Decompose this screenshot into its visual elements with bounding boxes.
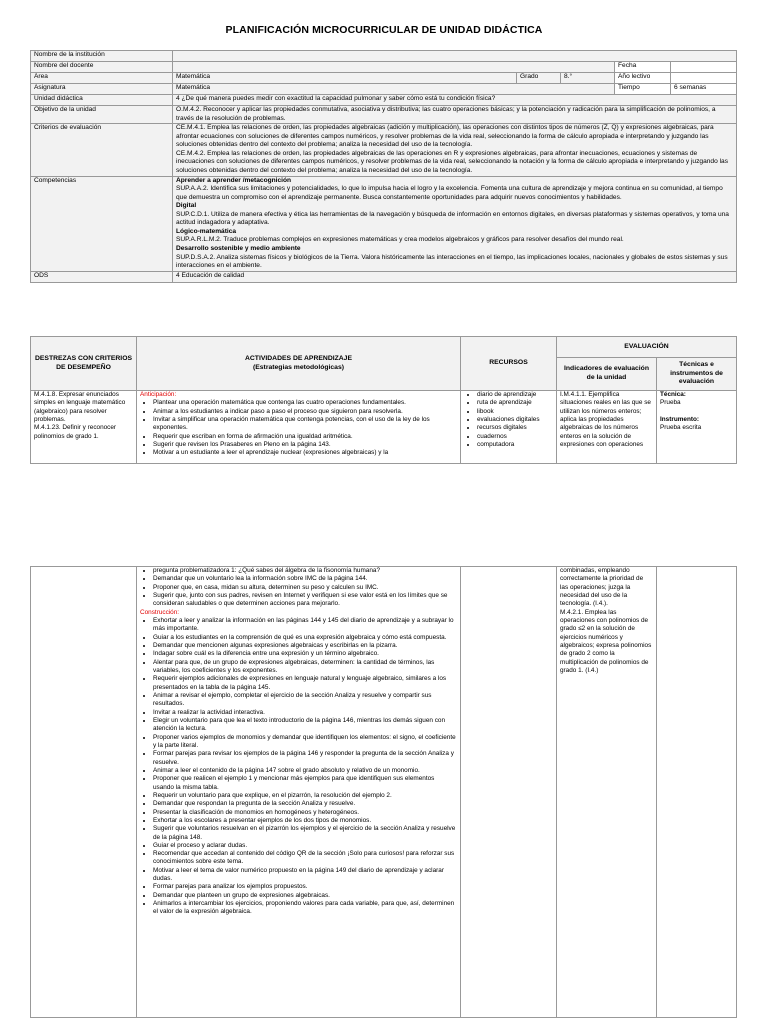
list-item: • Recomendar que accedan al contenido del código QR de la sección ¡Solo para curiosos! para reforzar sus conocimientos sobre este tema. xyxy=(153,850,457,867)
header-tecnicas: Técnicas e instrumentos de evaluación xyxy=(657,358,737,391)
list-item: • Demandar que mencionen algunas expresiones algebraicas y escribirlas en la pizarra. xyxy=(153,642,457,650)
list-item: • Sugerir que voluntarios resuelvan en el pizarrón los ejemplos y el ejercicio de la sección Analiza y resuelve de la página 148. xyxy=(153,825,457,842)
grade-label: Grado xyxy=(517,73,561,84)
subject-label: Asignatura xyxy=(31,84,173,95)
header-actividades-sub: (Estrategias metodológicas) xyxy=(252,363,345,371)
competency-title: Digital xyxy=(176,202,197,210)
actividades-cell xyxy=(137,391,461,464)
subject-value: Matemática xyxy=(173,84,615,95)
date-value xyxy=(671,62,737,73)
competencies-value xyxy=(173,176,737,271)
list-item: • Proponer varios ejemplos de monomios y demandar que identifiquen los elementos: el signo, el coeficiente y la parte literal. xyxy=(153,734,457,751)
list-item: • Sugerir que, junto con sus padres, revisen en Internet y verifiquen si ese valor está en los límites que se consideran saludables o que determinen acciones para mejorarlo. xyxy=(153,592,457,609)
list-item: • Formar parejas para revisar los ejemplos de la página 146 y responder la pregunta de la sección Analiza y resuelve. xyxy=(153,750,457,767)
list-item: • Invitar a simplificar una operación matemática que contenga potencias, con el uso de la ley de los exponentes. xyxy=(153,416,457,433)
destrezas-cell-cont xyxy=(31,567,137,1018)
resource-item: • computadora xyxy=(477,441,553,449)
list-item: • Indagar sobre cuál es la diferencia entre una expresión y un término algebraico. xyxy=(153,650,457,658)
time-label: Tiempo xyxy=(615,84,671,95)
institution-label: Nombre de la institución xyxy=(31,51,173,62)
header-recursos: RECURSOS xyxy=(461,337,557,391)
list-item: • Requerir que escriban en forma de afirmación una igualdad aritmética. xyxy=(153,433,457,441)
ods-label: ODS xyxy=(31,271,173,282)
list-item: • Demandar que planteen un grupo de expresiones algebraicas. xyxy=(153,892,457,900)
recursos-cell-cont xyxy=(461,567,557,1018)
unit-value: 4 ¿De qué manera puedes medir con exactitud la capacidad pulmonar y saber cómo está tu condición física? xyxy=(173,95,737,106)
area-label: Área xyxy=(31,73,173,84)
teacher-label: Nombre del docente xyxy=(31,62,173,73)
area-value: Matemática xyxy=(173,73,517,84)
list-item: • Exhortar a los escolares a presentar ejemplos de los dos tipos de monomios. xyxy=(153,817,457,825)
competency-text: SUP.A.A.2. Identifica sus limitaciones y potencialidades, lo que lo impulsa hacia el logro y la excelencia. Fomenta una cultura de aprendizaje y mejora continua en su comunidad, al tiempo que demuestra un compromiso con el aprendizaje permanente. Busca constantemente oportunidades para adquirir nuevos conocimientos y habilidades. xyxy=(176,185,723,201)
list-item: • Presentar la clasificación de monomios en homogéneos y heterogéneos. xyxy=(153,809,457,817)
header-actividades-title: ACTIVIDADES DE APRENDIZAJE xyxy=(244,354,352,362)
page-title: PLANIFICACIÓN MICROCURRICULAR DE UNIDAD DIDÁCTICA xyxy=(225,24,543,36)
destreza-item: M.4.1.8. Expresar enunciados simples en lenguaje matemático (algebraico) para resolver problemas. xyxy=(34,391,126,423)
header-indicadores: Indicadores de evaluación de la unidad xyxy=(557,358,657,391)
objective-value: O.M.4.2. Reconocer y aplicar las propiedades conmutativa, asociativa y distributiva; las cuatro operaciones básicas; y la potenciación y radicación para la simplificación de polinomios, a través de la resolución de problemas. xyxy=(173,106,737,124)
indicadores-cell-cont xyxy=(557,567,657,1018)
list-item: • Formar parejas para analizar los ejemplos propuestos. xyxy=(153,883,457,891)
list-item: • Demandar que un voluntario lea la información sobre IMC de la página 144. xyxy=(153,575,457,583)
school-year-label: Año lectivo xyxy=(615,73,671,84)
list-item: • Invitar a realizar la actividad interactiva. xyxy=(153,709,457,717)
criteria-label: Criterios de evaluación xyxy=(31,124,173,176)
unit-label: Unidad didáctica xyxy=(31,95,173,106)
resource-item: • ruta de aprendizaje xyxy=(477,399,553,407)
competency-text: SUP.D.S.A.2. Analiza sistemas físicos y biológicos de la Tierra. Valora históricamente las interacciones en el tiempo, las implicaciones locales, nacionales y globales de estos sistemas y sus interacciones en el ambiente. xyxy=(176,253,728,270)
list-item: • Proponer que realicen el ejemplo 1 y mencionar más ejemplos para que identifiquen sus elementos usando la misma tabla. xyxy=(153,775,457,792)
criteria-value xyxy=(173,124,737,176)
institution-value xyxy=(173,51,737,62)
list-item: • Animar a los estudiantes a indicar paso a paso el proceso que siguieron para resolverla. xyxy=(153,408,457,416)
indicadores-cell: I.M.4.1.1. Ejemplifica situaciones reales en las que se utilizan los números enteros; aplica las propiedades algebraicas de los números enteros en la solución de expresiones con operaciones xyxy=(557,391,657,464)
competency-title: Lógico-matemática xyxy=(176,227,237,235)
objective-label: Objetivo de la unidad xyxy=(31,106,173,124)
header-destrezas: DESTREZAS CON CRITERIOS DE DESEMPEÑO xyxy=(31,337,137,391)
resource-item: • cuadernos xyxy=(477,433,553,441)
phase-construccion: Construcción: xyxy=(140,608,180,616)
list-item: • Requerir un voluntario para que explique, en el pizarrón, la resolución del ejemplo 2. xyxy=(153,792,457,800)
destreza-item: M.4.1.23. Definir y reconocer polinomios de grado 1. xyxy=(34,424,117,440)
list-item: • Requerir ejemplos adicionales de expresiones en lenguaje natural y lenguaje algebraico, similares a los presentados en la tabla de la página 145. xyxy=(153,675,457,692)
list-item: • Plantear una operación matemática que contenga las cuatro operaciones fundamentales. xyxy=(153,399,457,407)
list-item: • Guiar el proceso y aclarar dudas. xyxy=(153,842,457,850)
tecnicas-cell-cont xyxy=(657,567,737,1018)
actividades-cell-cont xyxy=(137,567,461,1018)
activities-table xyxy=(30,336,737,464)
list-item: • Exhortar a leer y analizar la información en las páginas 144 y 145 del diario de aprendizaje y a subrayar lo más importante. xyxy=(153,617,457,634)
list-item: • Elegir un voluntario para que lea el texto introductorio de la página 146, mientras los demás siguen con atención la lectura. xyxy=(153,717,457,734)
tecnica-label: Técnica: xyxy=(660,391,686,398)
indicator-continuation: combinadas, empleando correctamente la prioridad de las operaciones; juzga la necesidad del uso de la tecnología. (I.4.). xyxy=(560,567,644,608)
criterion-item: CE.M.4.1. Emplea las relaciones de orden, las propiedades algebraicas (adición y multiplicación), las operaciones con distintos tipos de números (Z, Q) y expresiones algebraicas, para afrontar ecuaciones con soluciones de diferentes campos numéricos, y resolver problemas de la vida real, seleccionando la forma de cálculo apropiada e interpretando y juzgando las soluciones obtenidas dentro del contexto del problema; analiza la necesidad del uso de la tecnología. xyxy=(176,124,714,149)
date-label: Fecha xyxy=(615,62,671,73)
indicator-item: M.4.2.1. Emplea las operaciones con polinomios de grado ≤2 en la solución de ejercicios numéricos y algebraicos; expresa polinomios de grado 2 como la multiplicación de polinomios de grado 1. (I.4.) xyxy=(560,608,652,674)
info-table xyxy=(30,50,737,283)
list-item: • Animar a revisar el ejemplo, completar el ejercicio de la sección Analiza y resuelve y compartir sus resultados. xyxy=(153,692,457,709)
instrumento-value: Prueba escrita xyxy=(660,423,702,431)
recursos-cell xyxy=(461,391,557,464)
resource-item: • recursos digitales xyxy=(477,424,553,432)
competency-title: Aprender a aprender /metacognición xyxy=(176,176,292,184)
teacher-value xyxy=(173,62,615,73)
time-value: 6 semanas xyxy=(671,84,737,95)
ods-value: 4 Educación de calidad xyxy=(173,271,737,282)
phase-anticipacion: Anticipación: xyxy=(140,391,177,398)
resource-item: • diario de aprendizaje xyxy=(477,391,553,399)
list-item: • Motivar a un estudiante a leer el aprendizaje nuclear (expresiones algebraicas) y la xyxy=(153,449,457,457)
list-item: • Alentar para que, de un grupo de expresiones algebraicas, determinen: la cantidad de términos, las variables, los coeficientes y los exponentes. xyxy=(153,659,457,676)
list-item: • pregunta problematizadora 1: ¿Qué sabes del álgebra de la fisonomía humana? xyxy=(153,567,457,575)
header-evaluacion: EVALUACIÓN xyxy=(557,337,737,358)
instrumento-label: Instrumento: xyxy=(660,415,700,423)
competency-text: SUP.A.R.L.M.2. Traduce problemas complejos en expresiones matemáticas y crea modelos algebraicos y gráficos para resolver desafíos del mundo real. xyxy=(176,236,624,244)
list-item: • Motivar a leer el tema de valor numérico propuesto en la página 149 del diario de aprendizaje y aclarar dudas. xyxy=(153,867,457,884)
list-item: • Demandar que respondan la pregunta de la sección Analiza y resuelve. xyxy=(153,800,457,808)
continuation-table xyxy=(30,566,737,1018)
header-actividades xyxy=(137,337,461,391)
list-item: • Guiar a los estudiantes en la comprensión de qué es una expresión algebraica y cómo está compuesta. xyxy=(153,634,457,642)
list-item: • Animar a leer el contenido de la página 147 sobre el grado absoluto y relativo de un monomio. xyxy=(153,767,457,775)
tecnica-value: Prueba xyxy=(660,399,681,407)
criterion-item: CE.M.4.2. Emplea las relaciones de orden, las propiedades algebraicas de las operaciones en R y expresiones algebraicas, para afrontar inecuaciones, ecuaciones y sistemas de inecuaciones con soluciones de diferentes campos numéricos, y resolver problemas de la vida real, seleccionando la notación y la forma de cálculo apropiada e interpretando y juzgando las soluciones obtenidas dentro del contexto del problema; analiza la necesidad del uso de la tecnología. xyxy=(176,149,728,174)
list-item: • Sugerir que revisen los Prasaberes en Pleno en la página 143. xyxy=(153,441,457,449)
competency-text: SUP.C.D.1. Utiliza de manera efectiva y ética las herramientas de la navegación y búsqueda de información en entornos digitales, en diversas plataformas y sistemas operativos, y toma una actitud indagadora y adaptativa. xyxy=(176,210,729,227)
school-year-value xyxy=(671,73,737,84)
list-item: • Animarlos a intercambiar los ejercicios, proponiendo valores para cada variable, para que, así, determinen el valor de la expresión algebraica. xyxy=(153,900,457,917)
competency-title: Desarrollo sostenible y medio ambiente xyxy=(176,245,301,252)
resource-item: • libook xyxy=(477,408,553,416)
resource-item: • evaluaciones digitales xyxy=(477,416,553,424)
destrezas-cell xyxy=(31,391,137,464)
tecnicas-cell xyxy=(657,391,737,464)
list-item: • Proponer que, en casa, midan su altura, determinen su peso y calculen su IMC. xyxy=(153,584,457,592)
competencies-label: Competencias xyxy=(31,176,173,271)
grade-value: 8.° xyxy=(561,73,615,84)
